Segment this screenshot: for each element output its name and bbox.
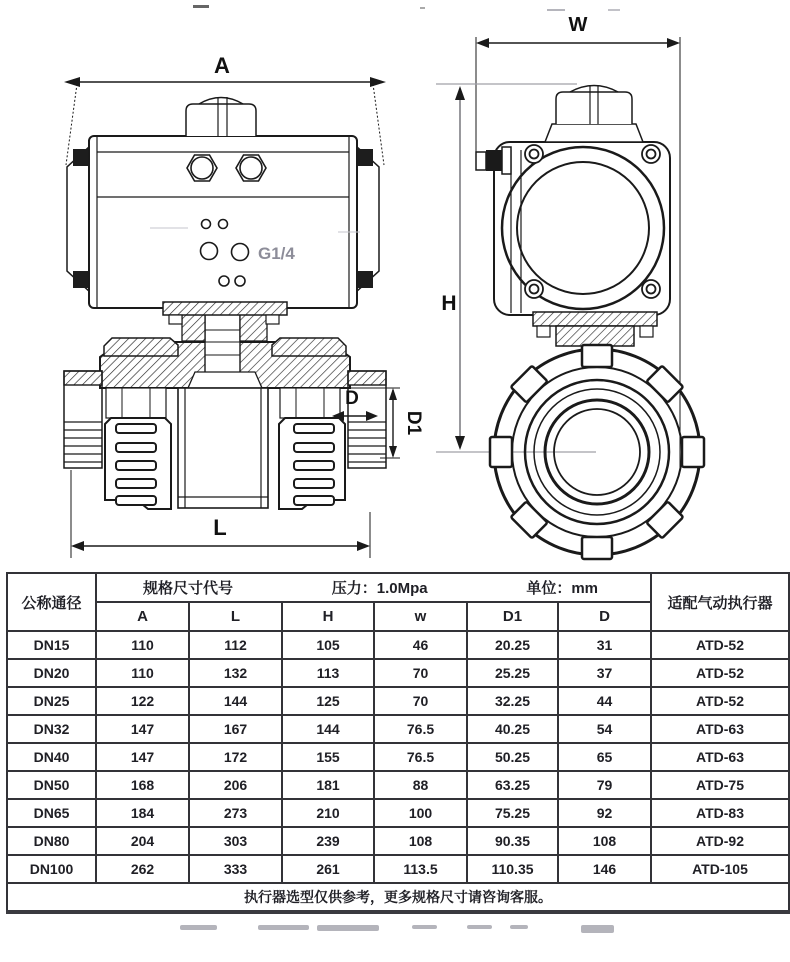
watermark-remnant <box>467 925 492 929</box>
air-inlet-fitting <box>476 147 511 174</box>
cell-D1: 20.25 <box>467 631 558 659</box>
table-row <box>7 799 789 827</box>
col-header-A: A <box>96 602 189 631</box>
cell-D: 31 <box>558 631 651 659</box>
scan-artifacts-top <box>193 5 620 11</box>
cell-A: 147 <box>96 715 189 743</box>
table-row <box>7 631 789 659</box>
cell-H: 181 <box>282 771 374 799</box>
col-header-D: D <box>558 602 651 631</box>
cell-A: 184 <box>96 799 189 827</box>
dim-label-d: D <box>345 388 359 409</box>
cell-dn: DN15 <box>7 631 96 659</box>
cell-L: 273 <box>189 799 282 827</box>
cell-A: 110 <box>96 631 189 659</box>
cell-dn: DN32 <box>7 715 96 743</box>
cell-L: 206 <box>189 771 282 799</box>
cell-D: 92 <box>558 799 651 827</box>
col-header-w: w <box>374 602 467 631</box>
cell-A: 168 <box>96 771 189 799</box>
cell-H: 210 <box>282 799 374 827</box>
cell-w: 113.5 <box>374 855 467 883</box>
dim-label-w: W <box>568 14 588 36</box>
cell-actuator: ATD-83 <box>651 799 789 827</box>
table-row <box>7 743 789 771</box>
cell-w: 70 <box>374 659 467 687</box>
col-header-merged <box>96 573 651 602</box>
cell-D: 108 <box>558 827 651 855</box>
cell-w: 76.5 <box>374 743 467 771</box>
table-row <box>7 659 789 687</box>
front-view <box>64 53 424 558</box>
cell-dn: DN100 <box>7 855 96 883</box>
header-spec-code: 规格尺寸代号 <box>143 580 234 597</box>
cell-actuator: ATD-63 <box>651 743 789 771</box>
cell-w: 76.5 <box>374 715 467 743</box>
cell-L: 132 <box>189 659 282 687</box>
cell-w: 46 <box>374 631 467 659</box>
cell-w: 108 <box>374 827 467 855</box>
cell-D: 54 <box>558 715 651 743</box>
cell-w: 100 <box>374 799 467 827</box>
cell-A: 204 <box>96 827 189 855</box>
cell-actuator: ATD-75 <box>651 771 789 799</box>
dim-label-a: A <box>214 53 230 78</box>
header-row-1 <box>7 573 789 602</box>
col-header-D1: D1 <box>467 602 558 631</box>
cell-H: 155 <box>282 743 374 771</box>
table-row <box>7 827 789 855</box>
cell-H: 144 <box>282 715 374 743</box>
cell-H: 239 <box>282 827 374 855</box>
cell-H: 113 <box>282 659 374 687</box>
mount-bracket <box>163 302 287 315</box>
watermark-remnant <box>180 925 217 930</box>
cell-D1: 63.25 <box>467 771 558 799</box>
cell-A: 147 <box>96 743 189 771</box>
table-row <box>7 715 789 743</box>
cell-H: 261 <box>282 855 374 883</box>
cell-actuator: ATD-105 <box>651 855 789 883</box>
cell-w: 88 <box>374 771 467 799</box>
cell-D: 37 <box>558 659 651 687</box>
spec-table-body <box>7 631 789 883</box>
cell-D: 79 <box>558 771 651 799</box>
col-header-L: L <box>189 602 282 631</box>
header-unit: 单位：mm <box>526 580 598 597</box>
port-size-label: G1/4 <box>258 244 295 263</box>
cell-actuator: ATD-92 <box>651 827 789 855</box>
cell-w: 70 <box>374 687 467 715</box>
cell-D1: 32.25 <box>467 687 558 715</box>
cell-dn: DN65 <box>7 799 96 827</box>
col-header-H: H <box>282 602 374 631</box>
table-row <box>7 687 789 715</box>
cell-L: 333 <box>189 855 282 883</box>
watermark-remnant <box>412 925 437 929</box>
cell-actuator: ATD-52 <box>651 659 789 687</box>
table-row <box>7 855 789 883</box>
watermark-remnant <box>510 925 528 929</box>
spec-table <box>6 572 788 914</box>
dim-label-h: H <box>441 292 457 315</box>
watermark-remnant <box>317 925 379 931</box>
cell-H: 125 <box>282 687 374 715</box>
cell-A: 122 <box>96 687 189 715</box>
cell-L: 167 <box>189 715 282 743</box>
valve-center-body <box>178 388 268 508</box>
cell-D1: 25.25 <box>467 659 558 687</box>
cell-D1: 75.25 <box>467 799 558 827</box>
cell-dn: DN40 <box>7 743 96 771</box>
dim-label-d1: D1 <box>403 410 424 436</box>
cell-D: 65 <box>558 743 651 771</box>
col-header-actuator: 适配气动执行器 <box>651 573 789 631</box>
cell-L: 144 <box>189 687 282 715</box>
cell-dn: DN20 <box>7 659 96 687</box>
cell-dn: DN50 <box>7 771 96 799</box>
cell-D: 44 <box>558 687 651 715</box>
cell-D1: 40.25 <box>467 715 558 743</box>
cell-dn: DN25 <box>7 687 96 715</box>
cell-dn: DN80 <box>7 827 96 855</box>
cell-H: 105 <box>282 631 374 659</box>
cell-actuator: ATD-63 <box>651 715 789 743</box>
cell-actuator: ATD-52 <box>651 631 789 659</box>
cell-A: 262 <box>96 855 189 883</box>
cell-L: 112 <box>189 631 282 659</box>
col-header-nominal-diameter: 公称通径 <box>7 573 96 631</box>
cell-D: 146 <box>558 855 651 883</box>
actuator-top-boss <box>186 104 256 136</box>
cell-L: 172 <box>189 743 282 771</box>
watermark-remnant <box>258 925 309 930</box>
header-pressure: 压力：1.0Mpa <box>331 580 428 597</box>
watermark-remnant <box>581 925 614 933</box>
cell-actuator: ATD-52 <box>651 687 789 715</box>
footnote-text: 执行器选型仅供参考，更多规格尺寸请咨询客服。 <box>7 883 789 912</box>
cell-A: 110 <box>96 659 189 687</box>
cell-D1: 110.35 <box>467 855 558 883</box>
cell-L: 303 <box>189 827 282 855</box>
side-view <box>436 14 704 559</box>
footnote-row <box>7 883 789 912</box>
table-row <box>7 771 789 799</box>
cell-D1: 50.25 <box>467 743 558 771</box>
dim-label-l: L <box>213 515 227 540</box>
cell-D1: 90.35 <box>467 827 558 855</box>
